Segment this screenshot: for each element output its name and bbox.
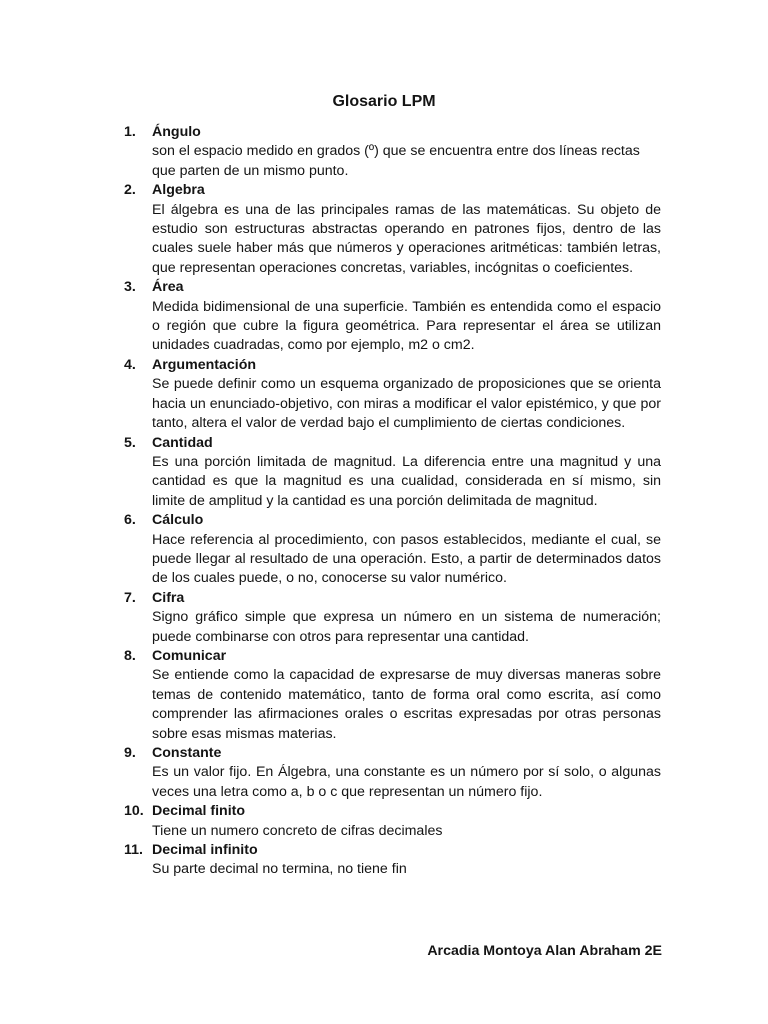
glossary-entry [0,181,768,278]
entry-definition: Se puede definir como un esquema organizado de proposiciones que se orienta hacia un enunciado-objetivo, con miras a modificar el valor epistémico, y que por tanto, altera el valor de verdad bajo el cumplimiento de ciertas condiciones. [152,376,661,432]
entry-definition: Su parte decimal no termina, no tiene fin [152,861,407,878]
page-title: Glosario LPM [332,93,436,110]
entry-definition: Signo gráfico simple que expresa un número en un sistema de numeración; puede combinarse con otros para representar una cantidad. [152,609,661,645]
entry-definition: El álgebra es una de las principales ramas de las matemáticas. Su objeto de estudio son estructuras abstractas operando en patrones fijos, dentro de las cuales suele haber más que números y operaciones aritméticas: también letras, que representan operaciones concretas, variables, incógnitas o coeficientes. [152,201,661,276]
glossary-entry [0,841,768,880]
entry-term: Cifra [152,589,185,606]
entry-number: 4. [124,356,136,373]
entry-term: Algebra [152,182,205,199]
entry-term: Cantidad [152,434,213,451]
entry-number: 6. [124,512,136,529]
author-signature: Arcadia Montoya Alan Abraham 2E [427,943,662,959]
entry-term: Ángulo [152,124,201,140]
entry-number: 2. [124,182,136,199]
entry-number: 9. [124,745,136,761]
entry-number: 7. [124,589,136,606]
entry-term: Comunicar [152,647,227,664]
entry-definition: Hace referencia al procedimiento, con pasos establecidos, mediante el cual, se puede llegar al resultado de una operación. Esto, a partir de determinados datos de los cuales puede, o no, conocerse su valor numérico. [152,531,661,587]
entry-number: 5. [124,434,136,451]
entry-definition: Tiene un numero concreto de cifras decimales [152,822,443,839]
entry-definition: Es un valor fijo. En Álgebra, una constante es un número por sí solo, o algunas veces una letra como a, b o c que representan un número fijo. [152,764,661,800]
entry-term: Decimal infinito [152,842,258,859]
glossary-entry [0,123,768,181]
entry-term: Cálculo [152,512,204,529]
entry-number: 8. [124,647,136,664]
entry-definition: son el espacio medido en grados (º) que se encuentra entre dos líneas rectas que parten de un mismo punto. [152,143,640,179]
entry-definition: Medida bidimensional de una superficie. También es entendida como el espacio o región que cubre la figura geométrica. Para representar el área se utilizan unidades cuadradas, como por ejemplo, m2 o cm2. [152,298,661,354]
glossary-entry [0,511,768,589]
entry-number: 3. [124,279,136,296]
entry-number: 10. [124,803,144,820]
glossary-entry [0,744,768,802]
entry-number: 1. [124,124,136,140]
glossary-entry [0,278,768,356]
entry-term: Constante [152,745,222,761]
glossary-entry [0,356,768,434]
entry-definition: Es una porción limitada de magnitud. La diferencia entre una magnitud y una cantidad es que la magnitud es una cualidad, considerada en sí mismo, sin limite de amplitud y la cantidad es una porción delimitada de magnitud. [152,453,661,509]
entry-number: 11. [124,842,143,859]
glossary-list [0,123,768,880]
glossary-entry [0,647,768,744]
glossary-entry [0,589,768,647]
entry-definition: Se entiende como la capacidad de expresarse de muy diversas maneras sobre temas de contenido matemático, tanto de forma oral como escrita, así como comprender las afirmaciones orales o escritas expresadas por otras personas sobre esas mismas materias. [152,667,661,742]
glossary-entry [0,802,768,841]
entry-term: Argumentación [152,356,257,373]
glossary-entry [0,434,768,512]
entry-term: Área [152,279,184,296]
entry-term: Decimal finito [152,803,246,820]
